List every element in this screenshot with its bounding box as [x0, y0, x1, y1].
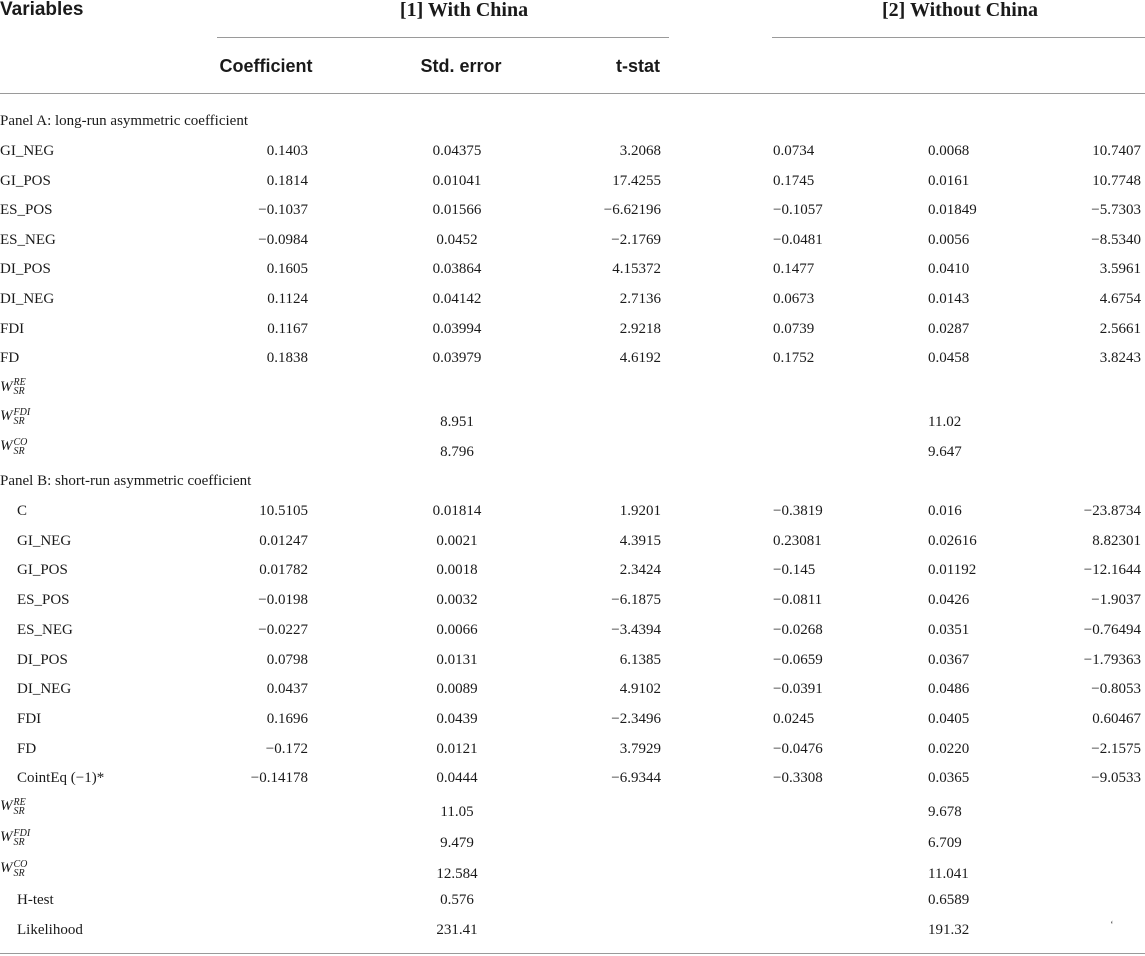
cell-std-error-without: 0.0405	[928, 710, 970, 727]
row-label: FD	[0, 350, 20, 367]
group1-rule	[217, 37, 669, 38]
cell-t-stat: 3.7929	[619, 740, 661, 757]
row-label: DI_NEG	[17, 681, 72, 698]
cell-t-stat: −2.1769	[611, 231, 661, 248]
cell-coefficient-without: −0.1057	[773, 202, 823, 219]
cell-coefficient-without: −0.145	[773, 562, 816, 579]
cell-coefficient: 0.1605	[266, 261, 308, 278]
cell-t-stat-without: 4.6754	[1099, 291, 1141, 307]
wald-symbol: W FDI SR	[0, 827, 31, 848]
cell-t-stat: 4.9102	[619, 681, 661, 698]
cell-t-stat: −6.62196	[603, 202, 661, 219]
cell-coefficient-without: −0.3308	[773, 770, 823, 787]
wald-without-china: 11.041	[928, 866, 969, 882]
cell-t-stat: 1.9201	[619, 503, 661, 519]
cell-coefficient: −0.1037	[258, 202, 308, 219]
cell-std-error-without: 0.0458	[928, 350, 970, 367]
cell-std-error-without: 0.0220	[928, 740, 970, 757]
cell-coefficient: −0.14178	[250, 770, 308, 787]
header-variables: Variables	[0, 0, 84, 20]
row-label: ES_NEG	[17, 621, 73, 638]
cell-coefficient-without: −0.0481	[773, 231, 823, 248]
cell-coefficient: −0.0227	[258, 621, 308, 638]
cell-coefficient: 0.1814	[266, 172, 308, 189]
cell-coefficient-without: 0.0673	[773, 291, 815, 307]
cell-t-stat-without: 3.5961	[1099, 261, 1141, 278]
row-label: DI_POS	[17, 651, 68, 668]
cell-coefficient-without: −0.3819	[773, 503, 823, 519]
panel-a-title: Panel A: long-run asymmetric coefficient	[0, 113, 248, 129]
cell-t-stat-without: 0.60467	[1092, 710, 1141, 727]
row-label: ES_POS	[17, 592, 70, 609]
wald-without-china: 9.678	[928, 804, 962, 820]
header-bottom-rule	[0, 93, 1145, 94]
cell-std-error-without: 0.0143	[928, 291, 970, 307]
cell-std-error-without: 0.0287	[928, 320, 970, 337]
cell-t-stat-without: −23.8734	[1083, 503, 1141, 519]
cell-t-stat-without: 8.82301	[1092, 532, 1141, 549]
cell-t-stat-without: −8.5340	[1091, 231, 1141, 248]
wald-without-china: 9.647	[928, 444, 962, 460]
cell-t-stat: 2.9218	[619, 320, 661, 337]
cell-t-stat: 6.1385	[619, 651, 661, 668]
cell-std-error-without: 0.01192	[928, 562, 977, 579]
cell-coefficient: 0.0437	[266, 681, 308, 698]
cell-t-stat-without: −0.76494	[1083, 621, 1141, 638]
cell-coefficient: 0.1403	[266, 143, 308, 159]
cell-t-stat: 2.7136	[619, 291, 661, 307]
cell-coefficient-without: 0.0734	[773, 143, 815, 159]
cell-coefficient: 0.1838	[266, 350, 308, 367]
row-label: GI_POS	[0, 172, 51, 189]
wald-symbol: W RE SR	[0, 377, 26, 398]
cell-coefficient-without: 0.0739	[773, 320, 815, 337]
row-label: ES_POS	[0, 202, 53, 219]
row-label: DI_NEG	[0, 291, 55, 307]
cell-std-error-without: 0.0486	[928, 681, 970, 698]
cell-coefficient: 0.01247	[259, 532, 308, 549]
row-label: GI_POS	[17, 562, 68, 579]
cell-coefficient: −0.172	[265, 740, 308, 757]
cell-coefficient-without: −0.0659	[773, 651, 823, 668]
row-label: CointEq (−1)*	[17, 770, 105, 787]
cell-coefficient: 0.1167	[267, 320, 308, 337]
cell-std-error-without: 0.02616	[928, 532, 977, 549]
stray-mark: ‘	[1110, 919, 1114, 931]
cell-t-stat: −2.3496	[611, 710, 661, 727]
row-label: GI_NEG	[17, 532, 72, 549]
cell-coefficient-without: 0.23081	[773, 532, 822, 549]
cell-coefficient-without: −0.0811	[773, 592, 823, 609]
cell-t-stat-without: −1.9037	[1091, 592, 1141, 609]
cell-t-stat-without: −5.7303	[1091, 202, 1141, 219]
cell-coefficient: −0.0198	[258, 592, 308, 609]
cell-std-error-without: 0.0351	[928, 621, 970, 638]
results-table: Variables [1] With China [2] Without China Coefficient Std. error t-stat Panel A: long-run asymmetric coefficient GI_NEG 0.1403 0.04375 3.2068 0.0734 0.0068 10.7407 GI_POS 0.1814 0.01041 17.4255 0.1745 0.0161 10.7748 ES_POS −0.1037 0.01566 −6.62196 −0.1057 0.01849 −5.7303 ES_NEG −0.0984 0.0452 −2.1769 −0.0481 0.0056 −8.5340 DI_POS 0.1605 0.03864 4.15372 0.1477 0.0410 3.5961 DI_NEG 0.1124 0.04142 2.7136 0.0673 0.0143 4.6754 FDI 0.1167 0.03994 2.9218 0.0739 0.0287 2.5661 FD 0.1838 0.03979 4.6192 0.1752 0.0458 3.8243 W RE SR W FDI SR 8.951 11.02 W CO SR 8.796 9.647 Panel B: short-run asymmetric coefficient C 10.5105 0.01814 1.9201 −0.3819 0.016 −23.8734 GI_NEG 0.01247 0.0021 4.3915 0.23081 0.02616 8.82301 GI_POS 0.01782 0.0018 2.3424 −0.145 0.01192 −12.1644 ES_POS −0.0198 0.0032 −6.1875 −0.0811 0.0426 −1.9037 ES_NEG −0.0227 0.0066 −3.4394 −0.0268 0.0351 −0.76494 DI_POS 0.0798 0.0131 6.1385 −0.0659 0.0367 −1.79363 DI_NEG 0.0437 0.0089 4.9102 −0.0391 0.0486 −0.8053 FDI 0.1696 0.0439 −2.3496 0.0245 0.0405 0.60467 FD −0.172 0.0121 3.7929 −0.0476 0.0220 −2.1575 CointEq (−1)* −0.14178 0.0444 −6.9344 −0.3308 0.0365 −9.0533 W RE SR 11.05 9.678 W FDI SR 9.479 6.709 W CO SR 12.584 11.041 H-test 0.576 0.6589 Likelihood 231.41 191.32 ‘	[0, 0, 1145, 956]
test-without-china: 191.32	[928, 922, 970, 938]
test-label: Likelihood	[17, 922, 83, 938]
cell-std-error-without: 0.0056	[928, 231, 970, 248]
wald-without-china: 11.02	[928, 414, 962, 431]
table-bottom-rule	[0, 953, 1145, 954]
wald-symbol: W RE SR	[0, 796, 26, 817]
row-label: C	[17, 503, 28, 519]
cell-coefficient: 0.0798	[266, 651, 308, 668]
cell-std-error-without: 0.0367	[928, 651, 970, 668]
cell-std-error-without: 0.016	[928, 503, 962, 519]
cell-coefficient-without: 0.1752	[773, 350, 815, 367]
row-label: FDI	[17, 710, 42, 727]
cell-std-error-without: 0.0410	[928, 261, 970, 278]
wald-symbol: W CO SR	[0, 436, 28, 457]
cell-coefficient-without: 0.1745	[773, 172, 815, 189]
cell-t-stat-without: 2.5661	[1099, 320, 1141, 337]
cell-coefficient: 0.1124	[267, 291, 308, 307]
cell-t-stat: 4.6192	[619, 350, 661, 367]
cell-coefficient-without: −0.0476	[773, 740, 823, 757]
cell-t-stat: 4.15372	[612, 261, 661, 278]
cell-coefficient: 10.5105	[259, 503, 308, 519]
cell-t-stat-without: −0.8053	[1091, 681, 1141, 698]
cell-t-stat: −6.9344	[611, 770, 661, 787]
cell-std-error-without: 0.0068	[928, 143, 970, 159]
row-label: DI_POS	[0, 261, 51, 278]
row-label: ES_NEG	[0, 231, 56, 248]
test-without-china: 0.6589	[928, 892, 970, 908]
row-label: FD	[17, 740, 37, 757]
cell-t-stat-without: 10.7407	[1092, 143, 1141, 159]
cell-t-stat-without: 10.7748	[1092, 172, 1141, 189]
cell-std-error-without: 0.01849	[928, 202, 977, 219]
row-label: GI_NEG	[0, 143, 55, 159]
cell-t-stat: −6.1875	[611, 592, 661, 609]
test-label: H-test	[17, 892, 54, 908]
cell-t-stat-without: 3.8243	[1099, 350, 1141, 367]
group2-rule	[772, 37, 1145, 38]
cell-std-error-without: 0.0426	[928, 592, 970, 609]
cell-t-stat: −3.4394	[611, 621, 661, 638]
wald-symbol: W CO SR	[0, 858, 28, 879]
cell-coefficient-without: 0.0245	[773, 710, 815, 727]
cell-t-stat: 17.4255	[612, 172, 661, 189]
cell-t-stat-without: −9.0533	[1091, 770, 1141, 787]
cell-coefficient: 0.01782	[259, 562, 308, 579]
cell-t-stat: 4.3915	[619, 532, 661, 549]
wald-symbol: W FDI SR	[0, 406, 31, 427]
wald-without-china: 6.709	[928, 835, 962, 851]
cell-std-error-without: 0.0365	[928, 770, 970, 787]
row-label: FDI	[0, 320, 25, 337]
cell-coefficient-without: 0.1477	[773, 261, 815, 278]
cell-coefficient: −0.0984	[258, 231, 308, 248]
cell-coefficient-without: −0.0391	[773, 681, 823, 698]
cell-t-stat-without: −1.79363	[1083, 651, 1141, 668]
cell-t-stat-without: −2.1575	[1091, 740, 1141, 757]
panel-b-title: Panel B: short-run asymmetric coefficient	[0, 473, 252, 489]
cell-t-stat: 3.2068	[619, 143, 661, 159]
cell-t-stat: 2.3424	[619, 562, 661, 579]
cell-t-stat-without: −12.1644	[1083, 562, 1141, 579]
cell-std-error-without: 0.0161	[928, 172, 970, 189]
cell-coefficient: 0.1696	[266, 710, 308, 727]
cell-coefficient-without: −0.0268	[773, 621, 823, 638]
